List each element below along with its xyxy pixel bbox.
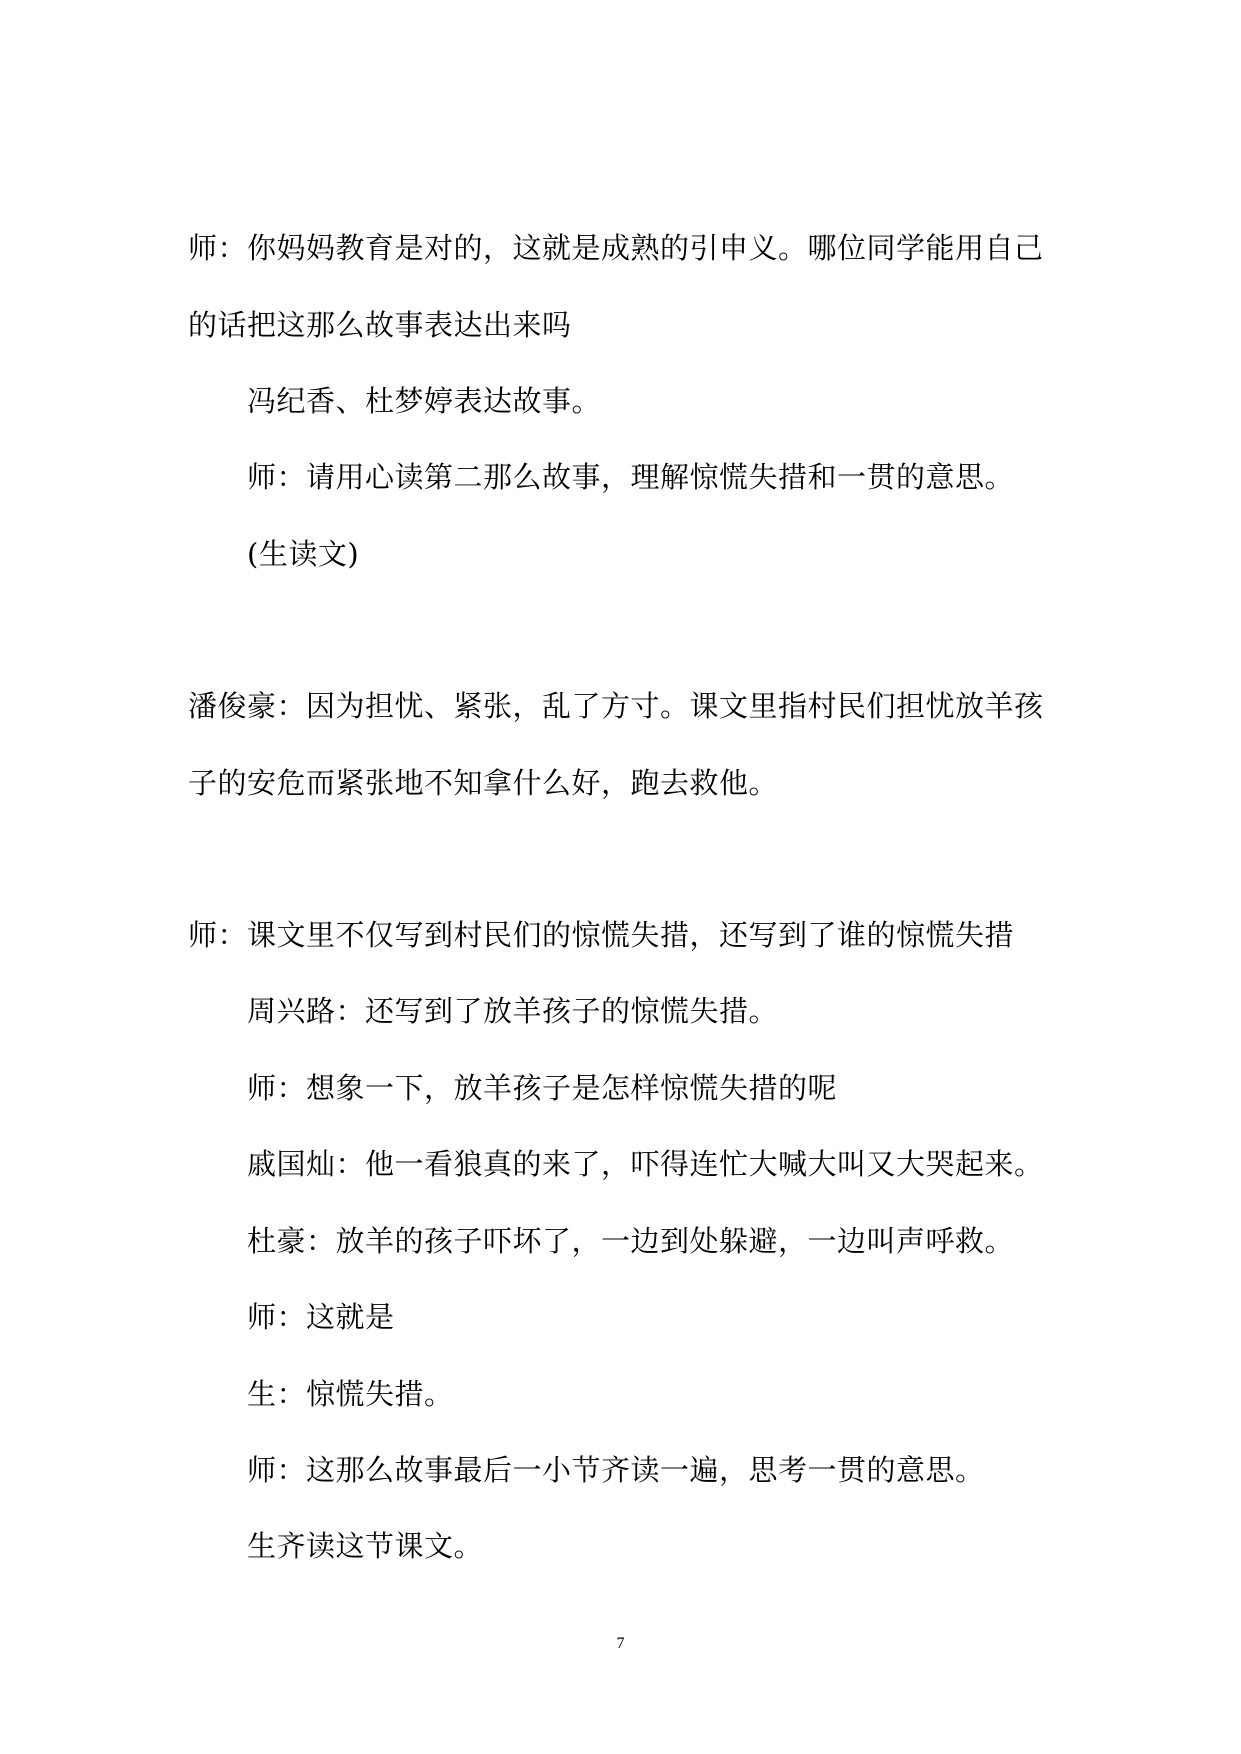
- text-line-13: 师：这就是: [247, 1300, 395, 1334]
- text-line-10: 师：想象一下，放羊孩子是怎样惊慌失措的呢: [247, 1071, 838, 1105]
- text-line-15: 师：这那么故事最后一小节齐读一遍，思考一贯的意思。: [247, 1453, 985, 1487]
- text-line-11: 戚国灿：他一看狼真的来了，吓得连忙大喊大叫又大哭起来。: [247, 1147, 1044, 1181]
- text-line-5: (生读文): [247, 537, 360, 571]
- text-line-9: 周兴路：还写到了放羊孩子的惊慌失措。: [247, 994, 779, 1028]
- text-line-16: 生齐读这节课文。: [247, 1529, 484, 1563]
- text-line-1: 师：你妈妈教育是对的，这就是成熟的引申义。哪位同学能用自己: [188, 231, 1044, 265]
- text-line-6: 潘俊豪：因为担忧、紧张，乱了方寸。课文里指村民们担忧放羊孩: [188, 689, 1044, 723]
- text-line-2: 的话把这那么故事表达出来吗: [188, 308, 572, 342]
- text-line-3: 冯纪香、杜梦婷表达故事。: [247, 384, 602, 418]
- page-number: 7: [616, 1635, 625, 1652]
- text-line-8: 师：课文里不仅写到村民们的惊慌失措，还写到了谁的惊慌失措: [188, 918, 1015, 952]
- text-line-12: 杜豪：放羊的孩子吓坏了，一边到处躲避，一边叫声呼救。: [247, 1224, 1015, 1258]
- text-line-7: 子的安危而紧张地不知拿什么好，跑去救他。: [188, 766, 779, 800]
- text-line-14: 生：惊慌失措。: [247, 1377, 454, 1411]
- text-line-4: 师：请用心读第二那么故事，理解惊慌失措和一贯的意思。: [247, 460, 1015, 494]
